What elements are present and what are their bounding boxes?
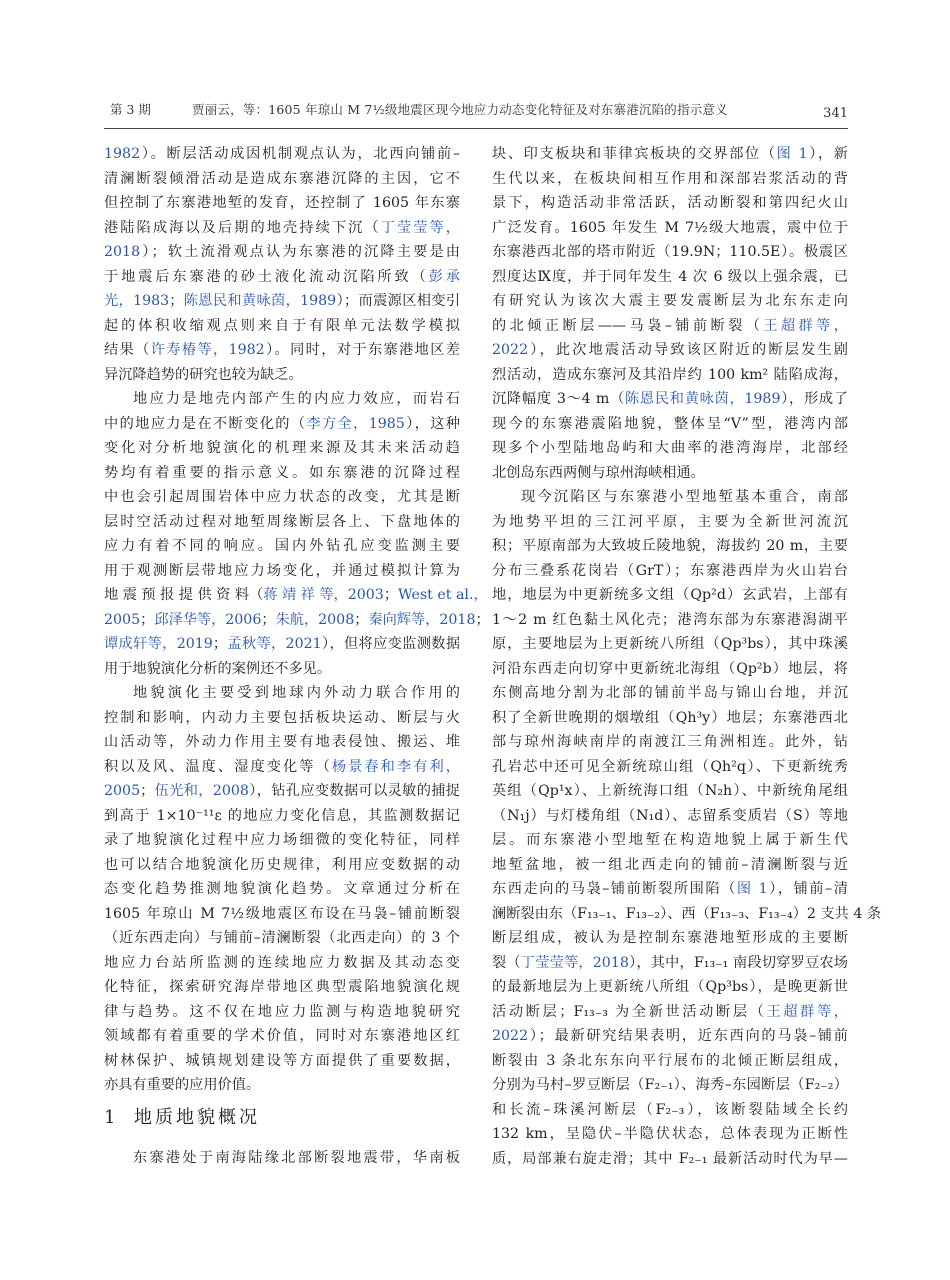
citation-link[interactable]: 2005	[104, 611, 141, 628]
left-column	[104, 142, 490, 1170]
right-text-line: 烈度达Ⅸ度，并于同年发生 4 次 6 级以上强余震，已	[492, 268, 848, 285]
right-text-line: 东西走向的马袅–铺前断裂所围陷（图 1），铺前–清	[492, 881, 848, 897]
right-text-line: 2022）；最新研究结果表明，近东西向的马袅–铺前	[492, 1028, 848, 1044]
left-text-line: 中也会引起周围岩体中应力状态的改变，尤其是断	[104, 489, 460, 505]
right-text-line: 分布三叠系花岗岩（GrT）；东寨港西岸为火山岩台	[492, 562, 848, 579]
left-text-line: 地 震 预 报 提 供 资 料（蒋 靖 祥 等，2003；West et al.，	[104, 587, 488, 603]
citation-link[interactable]: 王超群等，	[766, 1003, 848, 1020]
right-text-line: 2022），此次地震活动导致该区附近的断层发生剧	[492, 342, 848, 358]
right-text-line: 原，主要地层为上更新统八所组（Qp³bs），其中珠溪	[492, 636, 848, 652]
citation-link[interactable]: 丁莹莹等，	[380, 219, 460, 236]
left-text-line: 2005；邱泽华等，2006；朱航，2008；秦向辉等，2018；	[104, 611, 490, 628]
right-text-line: 东侧高地分割为北部的铺前半岛与锦山台地，并沉	[492, 685, 848, 701]
running-header	[104, 96, 848, 120]
right-text-line: 1～2 m 红色黏土风化壳；港湾东部为东寨港潟湖平	[492, 611, 848, 628]
section-title: 地质地貌概况	[134, 1106, 260, 1128]
citation-link[interactable]: 邱泽华等，2006	[154, 611, 262, 628]
left-text-line: （近东西走向）与铺前–清澜断裂（北西走向）的 3 个	[104, 930, 460, 946]
right-text-line: 生代以来，在板块间相互作用和深部岩浆活动的背	[492, 170, 848, 187]
right-column	[492, 142, 882, 1171]
left-text-line: 变化对分析地貌演化的机理来源及其未来活动趋	[104, 440, 460, 456]
left-text-line: 地貌演化主要受到地球内外动力联合作用的	[133, 685, 460, 701]
issue-label: 第 3 期	[110, 102, 151, 117]
header-rule	[104, 128, 848, 129]
right-text-line: 广泛发育。1605 年发生 M 7½级大地震，震中位于	[492, 219, 848, 236]
citation-link[interactable]: 秦向辉等，2018	[368, 611, 476, 628]
citation-link[interactable]: 杨景春和李有利，	[331, 758, 460, 775]
right-text-line: 地，地层为中更新统多文组（Qp²d）玄武岩，上部有	[492, 587, 848, 603]
left-text-line: 1605 年琼山 M 7½级地震区布设在马袅–铺前断裂	[104, 905, 460, 922]
running-title: 贾丽云，等：1605 年琼山 M 7½级地震区现今地应力动态变化特征及对东寨港沉陷的指示意义	[192, 102, 728, 117]
right-text-line: 分别为马村–罗豆断层（F₂₋₁）、海秀–东园断层（F₂₋₂）	[492, 1077, 848, 1093]
right-text-line: 和长流–珠溪河断层（F₂₋₃），该断裂陆域全长约	[492, 1101, 848, 1118]
right-text-line: 有研究认为该次大震主要发震断层为北东东走向	[492, 293, 848, 309]
right-text-line: 现今的东寨港震陷地貌，整体呈“V”型，港湾内部	[492, 415, 848, 432]
left-text-line: 中的地应力是在不断变化的（李方全，1985），这种	[104, 415, 460, 432]
right-text-line: 部与琼州海峡南岸的南渡江三角洲相连。此外，钻	[492, 734, 848, 750]
citation-link[interactable]: 图 1	[776, 146, 808, 162]
right-text-line: 积了全新世晚期的烟墩组（Qh³y）地层；东寨港西北	[492, 709, 848, 726]
citation-link[interactable]: 李方全，1985	[306, 415, 405, 432]
right-text-line: 断裂由 3 条北东东向平行展布的北倾正断层组成，	[492, 1052, 848, 1069]
citation-link[interactable]: 谭成轩等，2019	[104, 636, 213, 652]
section-number: 1	[104, 1106, 116, 1128]
citation-link[interactable]: 2022	[492, 342, 529, 358]
citation-link[interactable]: 1982	[104, 146, 141, 162]
left-text-line: 异沉降趋势的研究也较为缺乏。	[104, 366, 303, 383]
left-text-line: 2005；伍光和，2008），钻孔应变数据可以灵敏的捕捉	[104, 783, 460, 799]
right-text-line: 积；平原南部为大致坡丘陵地貌，海拔约 20 m，主要	[492, 538, 848, 554]
citation-link[interactable]: 朱航，2008	[275, 611, 355, 628]
right-text-line: 层。而东寨港小型地堑在构造地貌上属于新生代	[492, 832, 848, 848]
right-text-line: 景下，构造活动非常活跃，活动断裂和第四纪火山	[492, 195, 848, 211]
right-text-line: 北创岛东西两侧与琼州海峡相通。	[492, 464, 705, 481]
left-text-line: 山活动等，外动力作用主要有地表侵蚀、搬运、堆	[104, 734, 460, 750]
left-text-line: 2018）；软土流滑观点认为东寨港的沉降主要是由	[104, 244, 460, 260]
left-text-line: 也可以结合地貌演化历史规律，利用应变数据的动	[104, 856, 460, 873]
right-text-line: 烈活动，造成东寨河及其沿岸约 100 km² 陆陷成海，	[492, 366, 848, 383]
right-text-line: 地堑盆地，被一组北西走向的铺前–清澜断裂与近	[492, 856, 848, 873]
left-text-line: 清澜断裂倾滑活动是造成东寨港沉降的主因，它不	[104, 170, 460, 187]
citation-link[interactable]: 2005	[104, 783, 141, 799]
right-text-line: 块、印支板块和菲律宾板块的交界部位（图 1），新	[492, 146, 848, 162]
right-text-line: 的北倾正断层——马袅–铺前断裂（王超群等，	[492, 317, 848, 334]
right-text-line: 澜断裂由东（F₁₃₋₁、F₁₃₋₂）、西（F₁₃₋₃、F₁₃₋₄）2 支共 4 条	[492, 905, 882, 922]
right-text-line: 132 km，呈隐伏–半隐伏状态，总体表现为正断性	[492, 1126, 848, 1142]
right-text-line: 现今沉陷区与东寨港小型地堑基本重合，南部	[521, 489, 848, 505]
citation-link[interactable]: 王超群等，	[763, 317, 848, 334]
right-text-line: 孔岩芯中还可见全新统琼山组（Qh²q）、下更新统秀	[492, 758, 848, 775]
left-text-line: 地应力是地壳内部产生的内应力效应，而岩石	[133, 391, 460, 407]
left-text-line: 律与趋势。这不仅在地应力监测与构造地貌研究	[104, 1003, 460, 1020]
right-text-line: 沉降幅度 3～4 m（陈恩民和黄咏茵，1989），形成了	[492, 391, 848, 407]
right-text-line: 的最新地层为上更新统八所组（Qp³bs），是晚更新世	[492, 979, 848, 995]
right-text-line: 质，局部兼右旋走滑；其中 F₂₋₁ 最新活动时代为早—	[492, 1150, 848, 1167]
right-text-line: 活动断层；F₁₃₋₃ 为全新世活动断层（王超群等，	[492, 1003, 848, 1020]
citation-link[interactable]: 蒋 靖 祥 等，2003	[263, 587, 384, 603]
citation-link[interactable]: 陈恩民和黄咏茵，1989	[625, 391, 781, 407]
right-text-line: 东寨港西北部的塔市附近（19.9N；110.5E）。极震区	[492, 244, 848, 260]
left-text-line: 到高于 1×10⁻¹¹ε 的地应力变化信息，其监测数据记	[104, 807, 460, 824]
citation-link[interactable]: 丁莹莹等，2018	[520, 954, 629, 971]
left-text-line: 光，1983；陈恩民和黄咏茵，1989）；而震源区相变引	[104, 293, 461, 309]
right-text-line: 现多个小型陆地岛屿和大曲率的港湾海岸，北部经	[492, 440, 848, 456]
left-text-line: 控制和影响，内动力主要包括板块运动、断层与火	[104, 709, 460, 726]
citation-link[interactable]: 伍光和，2008	[154, 783, 249, 799]
left-text-line: 地应力台站所监测的连续地应力数据及其动态变	[104, 954, 460, 971]
left-text-line: 录了地貌演化过程中应力场细微的变化特征，同样	[104, 832, 460, 848]
right-text-line: 英组（Qp¹x）、上新统海口组（N₂h）、中新统角尾组	[492, 783, 848, 799]
citation-link[interactable]: 彭承	[428, 268, 460, 285]
left-text-line: 1982）。断层活动成因机制观点认为，北西向铺前–	[104, 146, 460, 162]
left-text-line: 东寨港处于南海陆缘北部断裂地震带，华南板	[133, 1149, 460, 1166]
left-text-line: 态变化趋势推测地貌演化趋势。文章通过分析在	[104, 881, 460, 897]
citation-link[interactable]: 2018	[104, 244, 141, 260]
left-text-line: 谭成轩等，2019；孟秋等，2021），但将应变监测数据	[104, 636, 461, 652]
page-number: 341	[823, 106, 848, 121]
left-text-line: 起的体积收缩观点则来自于有限单元法数学模拟	[104, 317, 460, 334]
section-heading	[104, 1098, 460, 1138]
left-text-line: 化特征，探索研究海岸带地区典型震陷地貌演化规	[104, 979, 460, 995]
left-text-line: 积以及风、温度、湿度变化等（杨景春和李有利，	[104, 758, 460, 775]
citation-link[interactable]: West et al.，	[398, 587, 488, 603]
citation-link[interactable]: 2022	[492, 1028, 529, 1044]
left-text-line: 于地震后东寨港的砂土液化流动沉陷所致（彭承	[104, 268, 460, 285]
right-text-line: 断层组成，被认为是控制东寨港地堑形成的主要断	[492, 930, 848, 946]
citation-link[interactable]: 许寿椿等，1982	[150, 342, 265, 358]
citation-link[interactable]: 光，1983	[104, 293, 170, 309]
right-text-line: （N₁j）与灯楼角组（N₁d）、志留系变质岩（S）等地	[492, 807, 848, 824]
citation-link[interactable]: 图 1	[736, 881, 768, 897]
left-text-line: 树林保护、城镇规划建设等方面提供了重要数据，	[104, 1052, 460, 1069]
left-text-line: 用于地貌演化分析的案例还不多见。	[104, 660, 332, 677]
left-text-line: 应力有着不同的响应。国内外钻孔应变监测主要	[104, 538, 460, 554]
left-text-line: 层时空活动过程对地堑周缘断层各上、下盘地体的	[104, 513, 460, 530]
citation-link[interactable]: 陈恩民和黄咏茵，1989	[183, 293, 337, 309]
left-text-line: 港陆陷成海以及后期的地壳持续下沉（丁莹莹等，	[104, 219, 460, 236]
left-text-line: 亦具有重要的应用价值。	[104, 1077, 261, 1093]
right-text-line: 裂（丁莹莹等，2018），其中，F₁₃₋₁ 南段切穿罗豆农场	[492, 954, 848, 971]
left-text-line: 势均有着重要的指示意义。如东寨港的沉降过程	[104, 464, 460, 481]
right-text-line: 为地势平坦的三江河平原，主要为全新世河流沉	[492, 513, 848, 530]
left-text-line: 领域都有着重要的学术价值，同时对东寨港地区红	[104, 1028, 460, 1044]
left-text-line: 用于观测断层带地应力场变化，并通过模拟计算为	[104, 562, 460, 579]
citation-link[interactable]: 孟秋等，2021	[227, 636, 322, 652]
left-text-line: 结果（许寿椿等，1982）。同时，对于东寨港地区差	[104, 342, 460, 358]
left-text-line: 但控制了东寨港地堑的发育，还控制了 1605 年东寨	[104, 195, 460, 211]
right-text-line: 河沿东西走向切穿中更新统北海组（Qp²b）地层，将	[492, 660, 848, 677]
